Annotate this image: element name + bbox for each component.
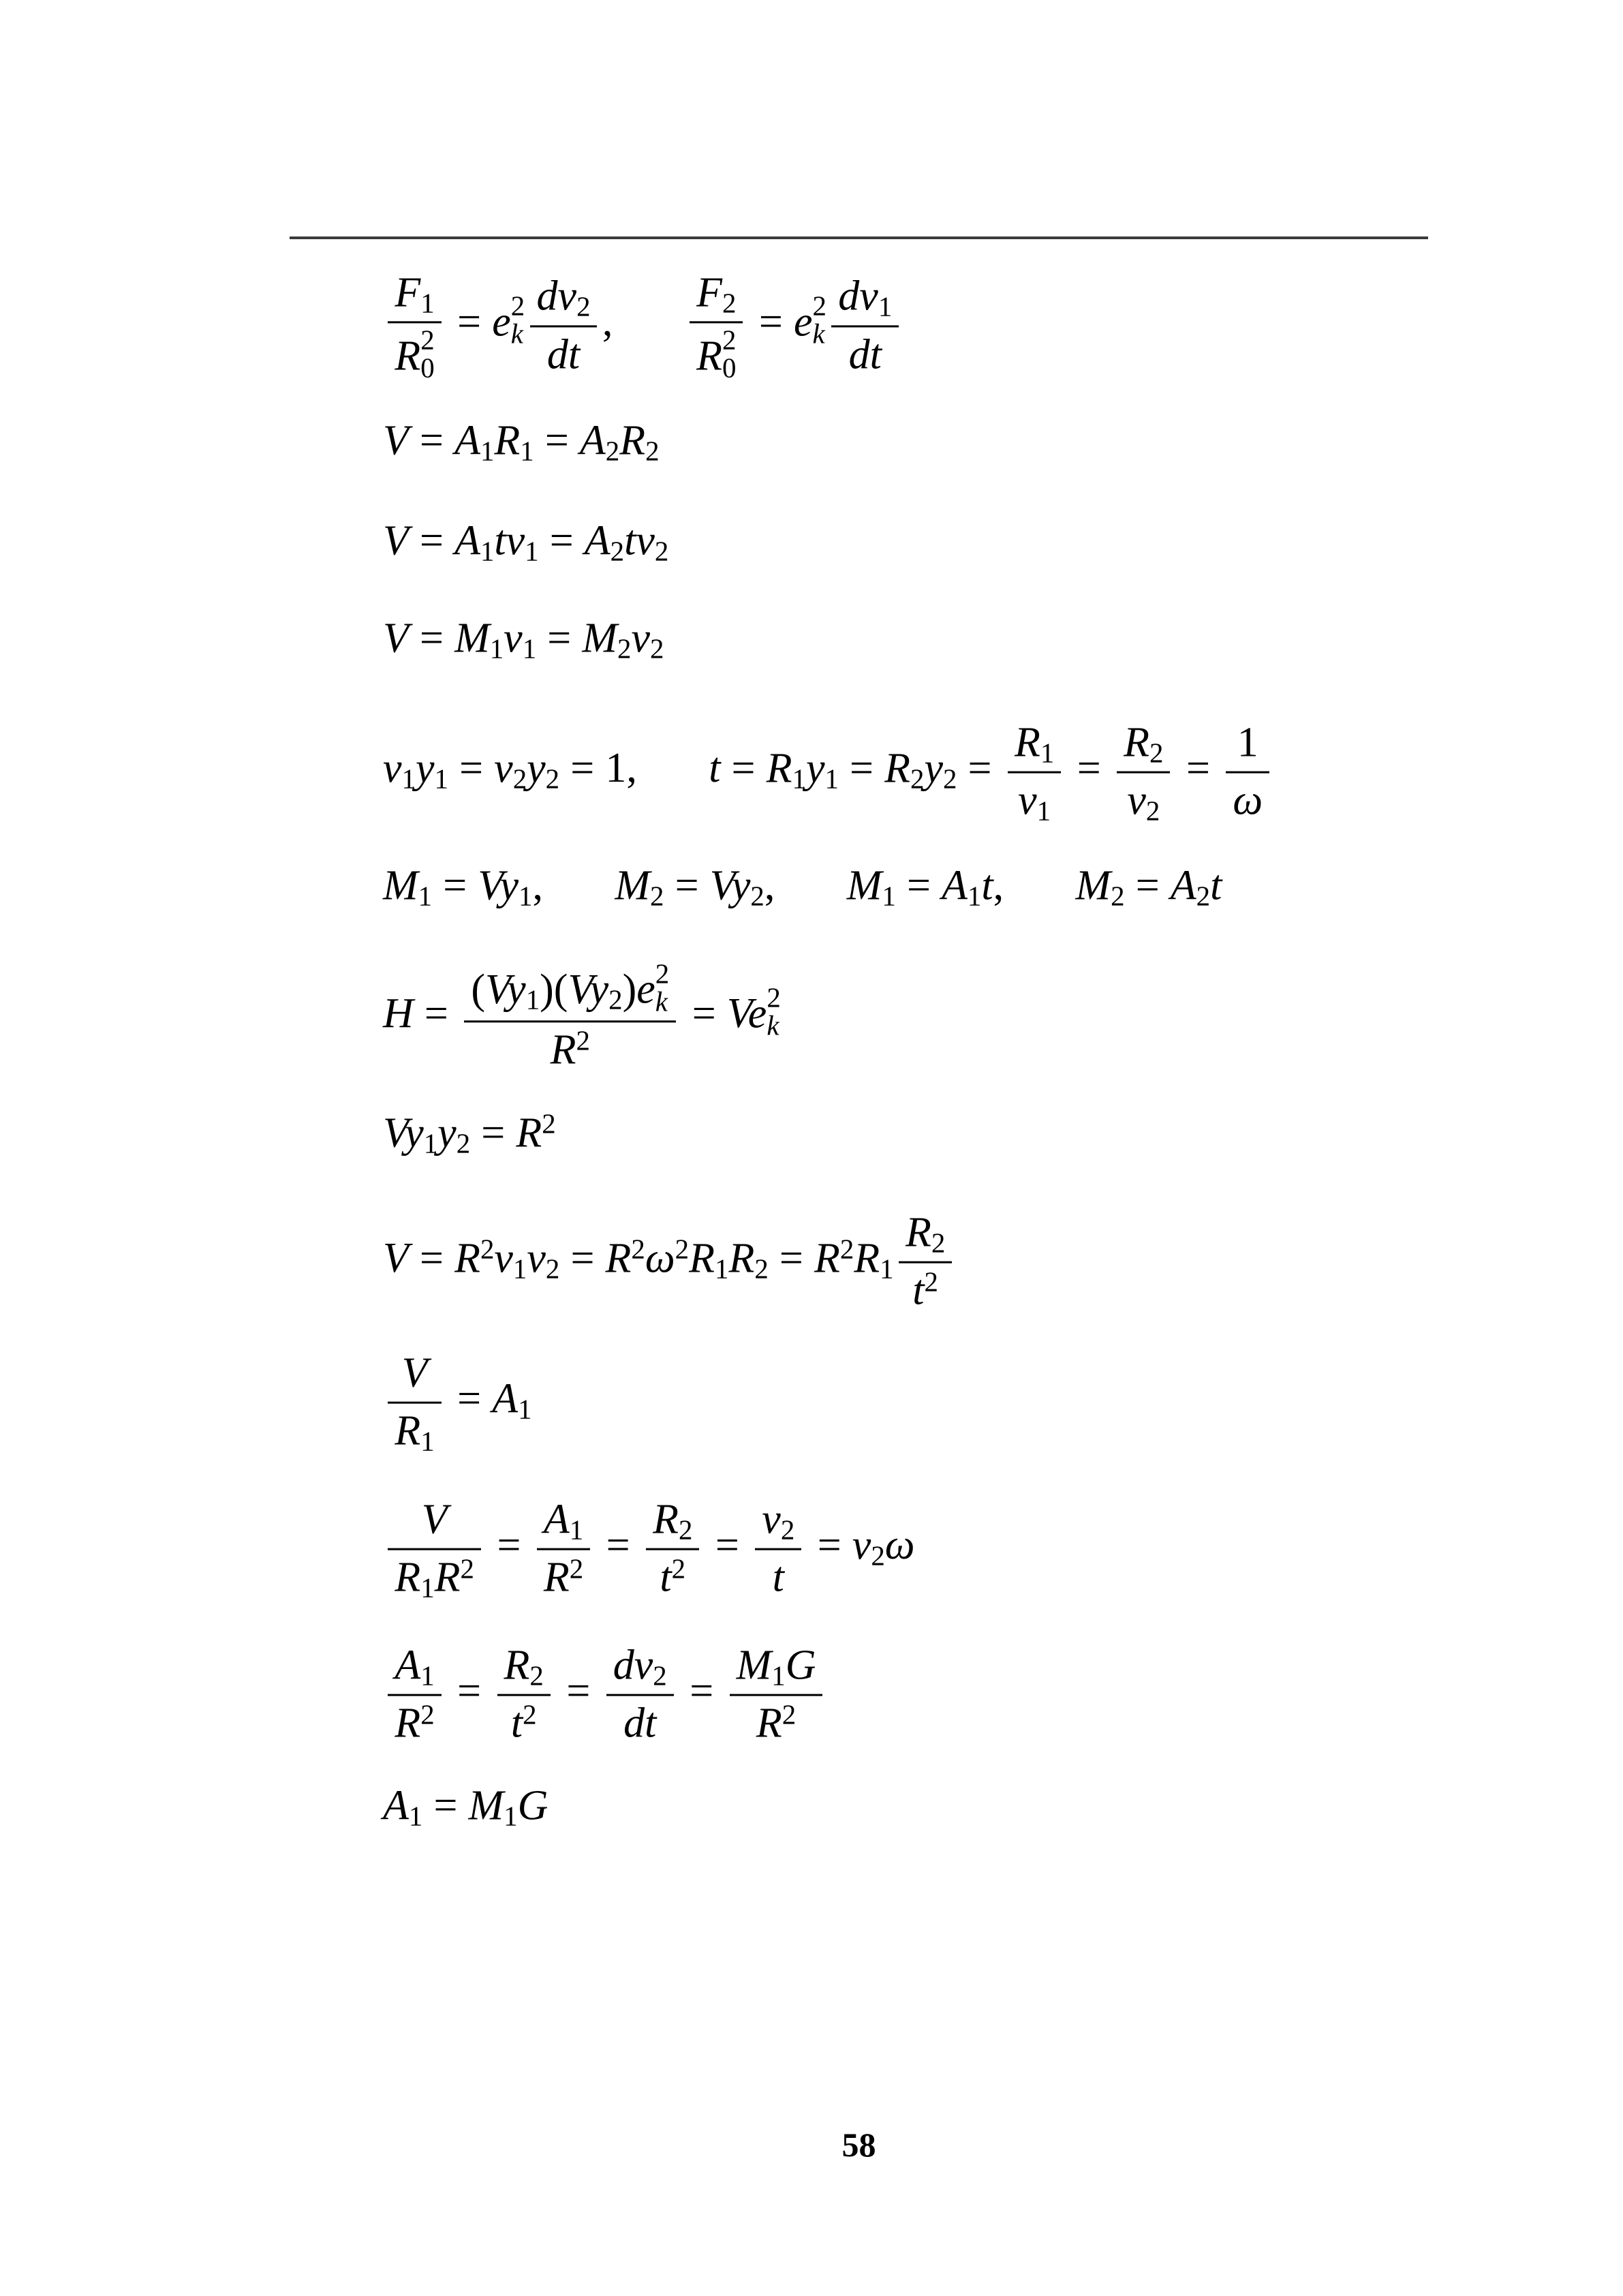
equation-7: H = (Vy1)(Vy2)e 2 k $R^2$ = Ve 2 k xyxy=(383,960,781,1074)
equation-4: V = M1v1 = M2v2 xyxy=(383,615,664,664)
equation-10: $\frac{V}{R1}$ = A1 xyxy=(383,1349,532,1456)
page-number: 58 xyxy=(841,2126,876,2164)
equation-2: V = A1R1 = A2R2 xyxy=(383,417,660,467)
equation-11: $\frac{V}{R1R^2}$ = $\frac{A1}{R^2}$ = $\frac{R2}{t^2}$ = $\frac{v2}{t}$ = v2ω xyxy=(383,1496,915,1603)
equation-1: F1 R 2 0 = e 2 k $\frac{dv2}{dt}$ , F2 R 2 0 = e 2 k $\frac{dv1}{dt}$ xyxy=(383,269,904,382)
equation-6: M1 = Vy1, M2 = Vy2, M1 = A1t, M2 = A2t xyxy=(383,862,1222,912)
equation-9: $V = R^2v1v2 = R^2\omega^2R1R2 = R^2R1$ $\frac{R2}{t^2}$ xyxy=(383,1209,957,1316)
equation-3: V = A1tv1 = A2tv2 xyxy=(383,517,669,567)
equation-13: A1 = M1G xyxy=(383,1782,548,1832)
equation-12: $\frac{A1}{R^2}$ = $\frac{R2}{t^2}$ = $\frac{dv2}{dt}$ = $\frac{M1G}{R^2}$ xyxy=(383,1642,828,1749)
equation-5: v1y1 = v2y2 = 1, t = R1y1 = R2y2 = $\frac{R1}{v1}$ = $\frac{R2}{v2}$ = $\frac{1}{\omega}$ xyxy=(383,719,1275,826)
equation-8: $Vy1y2 = R^2$ xyxy=(383,1108,556,1159)
